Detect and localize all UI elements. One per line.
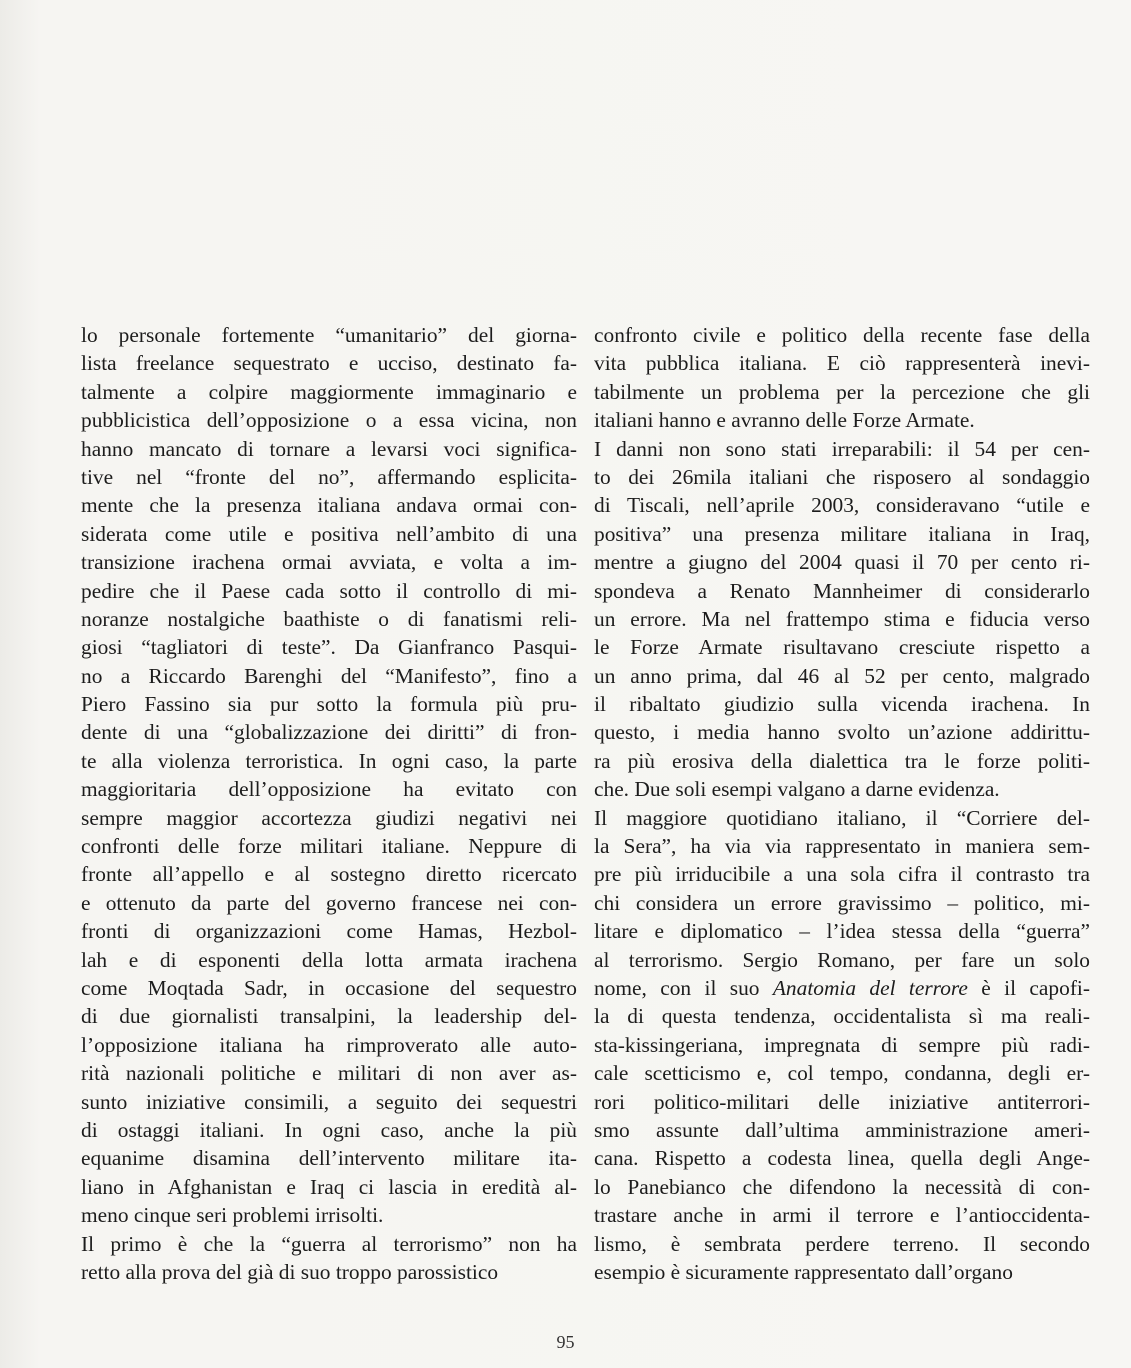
text-line: sunto iniziative consimili, a seguito dei sequestri xyxy=(81,1089,577,1114)
text-line: la di questa tendenza, occidentalista sì ma reali- xyxy=(594,1004,1090,1029)
text-line: l’opposizione italiana ha rimproverato alle auto- xyxy=(81,1032,577,1057)
text-line: lismo, è sembrata perdere terreno. Il secondo xyxy=(594,1231,1090,1256)
text-line: Il primo è che la “guerra al terrorismo” non ha xyxy=(81,1231,577,1256)
text-line: che. Due soli esempi valgano a darne evidenza. xyxy=(594,777,1000,802)
text-line: liano in Afghanistan e Iraq ci lascia in eredità al- xyxy=(81,1174,577,1199)
text-line: di ostaggi italiani. In ogni caso, anche la più xyxy=(81,1117,577,1142)
text-line: di Tiscali, nell’aprile 2003, consideravano “utile e xyxy=(594,493,1090,518)
text-line: pre più irriducibile a una sola cifra il contrasto tra xyxy=(594,862,1090,887)
text-line: il ribaltato giudizio sulla vicenda irachena. In xyxy=(594,692,1090,717)
text-line: positiva” una presenza militare italiana in Iraq, xyxy=(594,521,1090,546)
text-line: litare e diplomatico – l’idea stessa della “guerra” xyxy=(594,919,1090,944)
text-line: spondeva a Renato Mannheimer di considerarlo xyxy=(594,578,1090,603)
text-line: e ottenuto da parte del governo francese nei con- xyxy=(81,890,577,915)
text-line: hanno mancato di tornare a levarsi voci significa- xyxy=(81,436,577,461)
text-line: equanime disamina dell’intervento militare ita- xyxy=(81,1146,577,1171)
text-line: lista freelance sequestrato e ucciso, destinato fa- xyxy=(81,351,577,376)
text-line: come Moqtada Sadr, in occasione del sequestro xyxy=(81,975,577,1000)
text-line: sta-kissingeriana, impregnata di sempre più radi- xyxy=(594,1032,1090,1057)
text-line: giosi “tagliatori di teste”. Da Gianfranco Pasqui- xyxy=(81,635,577,660)
text-line: di due giornalisti transalpini, la leadership del- xyxy=(81,1004,577,1029)
text-fragment: nome, con il suo xyxy=(594,975,773,1000)
text-line: un anno prima, dal 46 al 52 per cento, malgrado xyxy=(594,663,1090,688)
text-line: transizione irachena ormai avviata, e volta a im- xyxy=(81,550,577,575)
text-line: Piero Fassino sia pur sotto la formula più pru- xyxy=(81,692,577,717)
text-line: cale scetticismo e, col tempo, condanna, degli er- xyxy=(594,1061,1090,1086)
text-line: fronte all’appello e al sostegno diretto ricercato xyxy=(81,862,577,887)
text-line: tive nel “fronte del no”, affermando esplicita- xyxy=(81,464,577,489)
text-line: fronti di organizzazioni come Hamas, Hezbol- xyxy=(81,919,577,944)
text-line: siderata come utile e positiva nell’ambito di una xyxy=(81,521,577,546)
text-line: dente di una “globalizzazione dei diritti” di fron- xyxy=(81,720,577,745)
text-line: italiani hanno e avranno delle Forze Armate. xyxy=(594,408,975,433)
text-line: confronti delle forze militari italiane. Neppure di xyxy=(81,834,577,859)
text-line xyxy=(594,974,1090,1002)
text-line: rità nazionali politiche e militari di non aver as- xyxy=(81,1061,577,1086)
text-line: al terrorismo. Sergio Romano, per fare un solo xyxy=(594,947,1090,972)
text-line: ra più erosiva della dialettica tra le forze politi- xyxy=(594,748,1090,773)
text-line: rori politico-militari delle iniziative antiterrori- xyxy=(594,1089,1090,1114)
text-line: lo personale fortemente “umanitario” del giorna- xyxy=(81,323,577,347)
text-line: lah e di esponenti della lotta armata irachena xyxy=(81,947,577,972)
text-fragment: è il capofi- xyxy=(967,975,1091,1000)
text-line: cana. Rispetto a codesta linea, quella degli Ange- xyxy=(594,1146,1090,1171)
text-line: to dei 26mila italiani che risposero al sondaggio xyxy=(594,464,1090,489)
text-line: questo, i media hanno svolto un’azione addirittu- xyxy=(594,720,1090,745)
text-line: pedire che il Paese cada sotto il controllo di mi- xyxy=(81,578,577,603)
text-line: smo assunte dall’ultima amministrazione ameri- xyxy=(594,1117,1090,1142)
text-line: maggioritaria dell’opposizione ha evitato con xyxy=(81,777,577,802)
text-line: meno cinque seri problemi irrisolti. xyxy=(81,1203,384,1228)
text-column-left xyxy=(81,321,577,1286)
text-line: lo Panebianco che difendono la necessità di con- xyxy=(594,1174,1090,1199)
text-line: talmente a colpire maggiormente immaginario e xyxy=(81,379,577,404)
text-line: un errore. Ma nel frattempo stima e fiducia verso xyxy=(594,606,1090,631)
text-line: sempre maggior accortezza giudizi negativi nei xyxy=(81,805,577,830)
text-line: esempio è sicuramente rappresentato dall’organo xyxy=(594,1259,1013,1284)
text-line: chi considera un errore gravissimo – politico, mi- xyxy=(594,890,1090,915)
text-line: noranze nostalgiche baathiste o di fanatismi reli- xyxy=(81,606,577,631)
text-line: le Forze Armate risultavano cresciute rispetto a xyxy=(594,635,1090,660)
text-line: pubblicistica dell’opposizione o a essa vicina, non xyxy=(81,408,577,433)
text-line: retto alla prova del già di suo troppo parossistico xyxy=(81,1259,499,1284)
text-line: la Sera”, ha via via rappresentato in maniera sem- xyxy=(594,834,1090,859)
text-line: mente che la presenza italiana andava ormai con- xyxy=(81,493,577,518)
text-line: no a Riccardo Barenghi del “Manifesto”, fino a xyxy=(81,663,577,688)
page-number: 95 xyxy=(556,1332,575,1352)
text-line: te alla violenza terroristica. In ogni caso, la parte xyxy=(81,748,577,773)
text-line: I danni non sono stati irreparabili: il 54 per cen- xyxy=(594,436,1090,461)
text-line: Il maggiore quotidiano italiano, il “Corriere del- xyxy=(594,805,1090,830)
book-title: Anatomia del terrore xyxy=(772,975,968,1000)
text-column-right xyxy=(594,321,1090,1286)
text-line: trastare anche in armi il terrore e l’antioccidenta- xyxy=(594,1203,1090,1228)
text-line: tabilmente un problema per la percezione che gli xyxy=(594,379,1090,404)
text-line: confronto civile e politico della recente fase della xyxy=(594,323,1090,347)
text-line: mentre a giugno del 2004 quasi il 70 per cento ri- xyxy=(594,550,1090,575)
text-line: vita pubblica italiana. E ciò rappresenterà inevi- xyxy=(594,351,1090,376)
